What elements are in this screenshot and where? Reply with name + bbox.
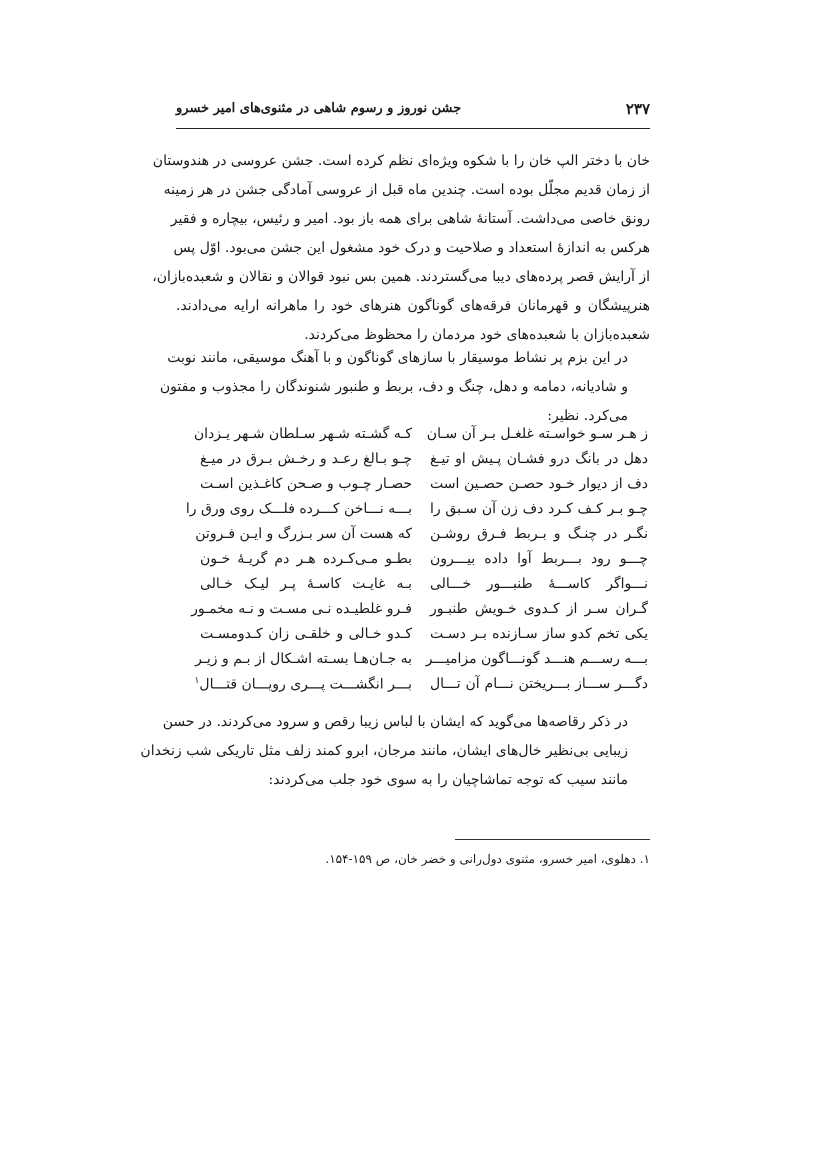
hemistich-first: چـو بـر کـف کـرد دف زن آن سـبق را <box>430 501 648 517</box>
page-header <box>176 100 650 122</box>
text-line: شعبده‌بازان با شعبده‌های خود مردمان را محظوظ می‌کردند. <box>304 327 650 343</box>
hemistich-first: نـــواگر کاســـهٔ طنبـــور خـــالی <box>430 576 648 592</box>
hemistich-first: بـــه رســـم هنـــد گونـــاگون مزامیـــر <box>425 651 648 667</box>
poem-couplet <box>191 601 648 626</box>
text-line: می‌کرد. نظیر: <box>547 408 628 424</box>
poem-couplet <box>195 651 648 676</box>
poem-block <box>185 426 648 701</box>
hemistich-text: بـــر انگشـــت پـــری رویـــان قتـــال <box>199 676 412 693</box>
hemistich-second: فـرو غلطیـده نـی مسـت و نـه مخمـور <box>191 601 412 617</box>
hemistich-second: به جـان‌هـا بسـته اشـکال از بـم و زیـر <box>195 651 412 667</box>
poem-couplet <box>200 626 648 651</box>
hemistich-second: چـو بـالغ رعـد و رخـش بـرق در میـغ <box>200 451 412 467</box>
hemistich-first: ز هـر سـو خواسـته غلغـل بـر آن سـان <box>426 426 648 442</box>
poem-couplet <box>193 426 648 451</box>
header-divider <box>176 128 650 129</box>
poem-couplet <box>185 501 648 526</box>
hemistich-second: بطـو مـی‌کـرده هـر دم گریـهٔ خـون <box>200 551 412 567</box>
poem-couplet <box>200 451 648 476</box>
hemistich-second: حصـار چـوب و صـحن کاغـذین اسـت <box>200 476 412 492</box>
hemistich-first: چـــو رود بـــربط آوا داده بیـــرون <box>430 551 648 567</box>
text-line: رونق خاصی می‌داشت. آستانهٔ شاهی برای همه باز بود. امیر و رئیس، بیچاره و فقیر <box>170 211 650 227</box>
hemistich-first: دف از دیوار خـود حصـن حصـین است <box>430 476 648 492</box>
hemistich-first: دگـــر ســـاز بـــریختن نـــام آن تـــال <box>430 676 648 692</box>
page-number: ۲۳۷ <box>625 100 650 118</box>
hemistich-first: نگـر در چنـگ و بـربط فـرق روشـن <box>430 526 648 542</box>
hemistich-first: یکی تخم کدو ساز سـازنده بـر دسـت <box>430 626 648 642</box>
paragraph-music-intro <box>159 344 650 431</box>
text-line: هنرپیشگان و قهرمانان فرقه‌های گوناگون هنرهای خود را ماهرانه ارایه می‌دادند. <box>176 298 650 314</box>
text-line: خان با دختر الپ خان را با شکوه ویژه‌ای نظم کرده است. جشن عروسی در هندوستان <box>152 153 650 169</box>
poem-couplet <box>195 526 648 551</box>
poem-couplet <box>194 676 648 701</box>
footnote: ۱. دهلوی، امیر خسرو، مثنوی دول‌رانی و خضر خان، ص ۱۵۹-۱۵۴. <box>325 852 650 866</box>
poem-couplet <box>200 576 648 601</box>
text-line: زیبایی بی‌نظیر خال‌های ایشان، مانند مرجان، ابرو کمند زلف مثل تاریکی شب زنخدان <box>140 743 628 759</box>
hemistich-second: بـه غایـت کاسـهٔ پـر لیـک خـالی <box>200 576 412 592</box>
hemistich-second: کـدو خـالی و خلقـی زان کـدومسـت <box>200 626 412 642</box>
hemistich-first: گـران سـر از کـدوی خـویش طنبـور <box>430 601 648 617</box>
hemistich-first: دهل در بانگ درو فشـان پـیش او تیـغ <box>430 451 648 467</box>
hemistich-second: کـه گشـته شـهر سـلطان شـهر یـزدان <box>193 426 412 442</box>
text-line: در این بزم پر نشاط موسیقار با سازهای گوناگون و با آهنگ موسیقی، مانند نوبت <box>167 350 628 366</box>
text-line: از آرایش قصر پرده‌های دیبا می‌گستردند. همین بس نبود قوالان و نقالان و شعبده‌بازان، <box>152 269 650 285</box>
running-title: جشن نوروز و رسوم شاهی در مثنوی‌های امیر خسرو <box>176 101 462 116</box>
hemistich-second: بـــه نـــاخن کـــرده فلـــک روی ورق را <box>185 501 412 517</box>
text-line: از زمان قدیم مجلّل بوده است. چندین ماه قبل از عروسی آمادگی جشن در هر زمینه <box>163 182 650 198</box>
footnote-divider <box>455 839 650 840</box>
poem-couplet <box>200 476 648 501</box>
hemistich-second: که هست آن سر بـزرگ و ایـن فـروتن <box>195 526 412 542</box>
poem-couplet <box>200 551 648 576</box>
paragraph-wedding-description <box>152 147 650 350</box>
footnote-marker: ۱ <box>194 676 200 686</box>
hemistich-second-with-footnote <box>194 676 412 693</box>
text-line: هرکس به اندازهٔ استعداد و صلاحیت و درک خود مشغول این جشن می‌بود. اوّل پس <box>173 240 650 256</box>
paragraph-dancers <box>140 708 650 795</box>
text-line: در ذکر رقاصه‌ها می‌گوید که ایشان با لباس زیبا رقص و سرود می‌کردند. در حسن <box>162 714 628 730</box>
text-line: و شادیانه، دمامه و دهل، چنگ و دف، بربط و طنبور شنوندگان را مجذوب و مفتون <box>159 379 628 395</box>
text-line: مانند سیب که توجه تماشاچیان را به سوی خود جلب می‌کردند: <box>268 772 628 788</box>
